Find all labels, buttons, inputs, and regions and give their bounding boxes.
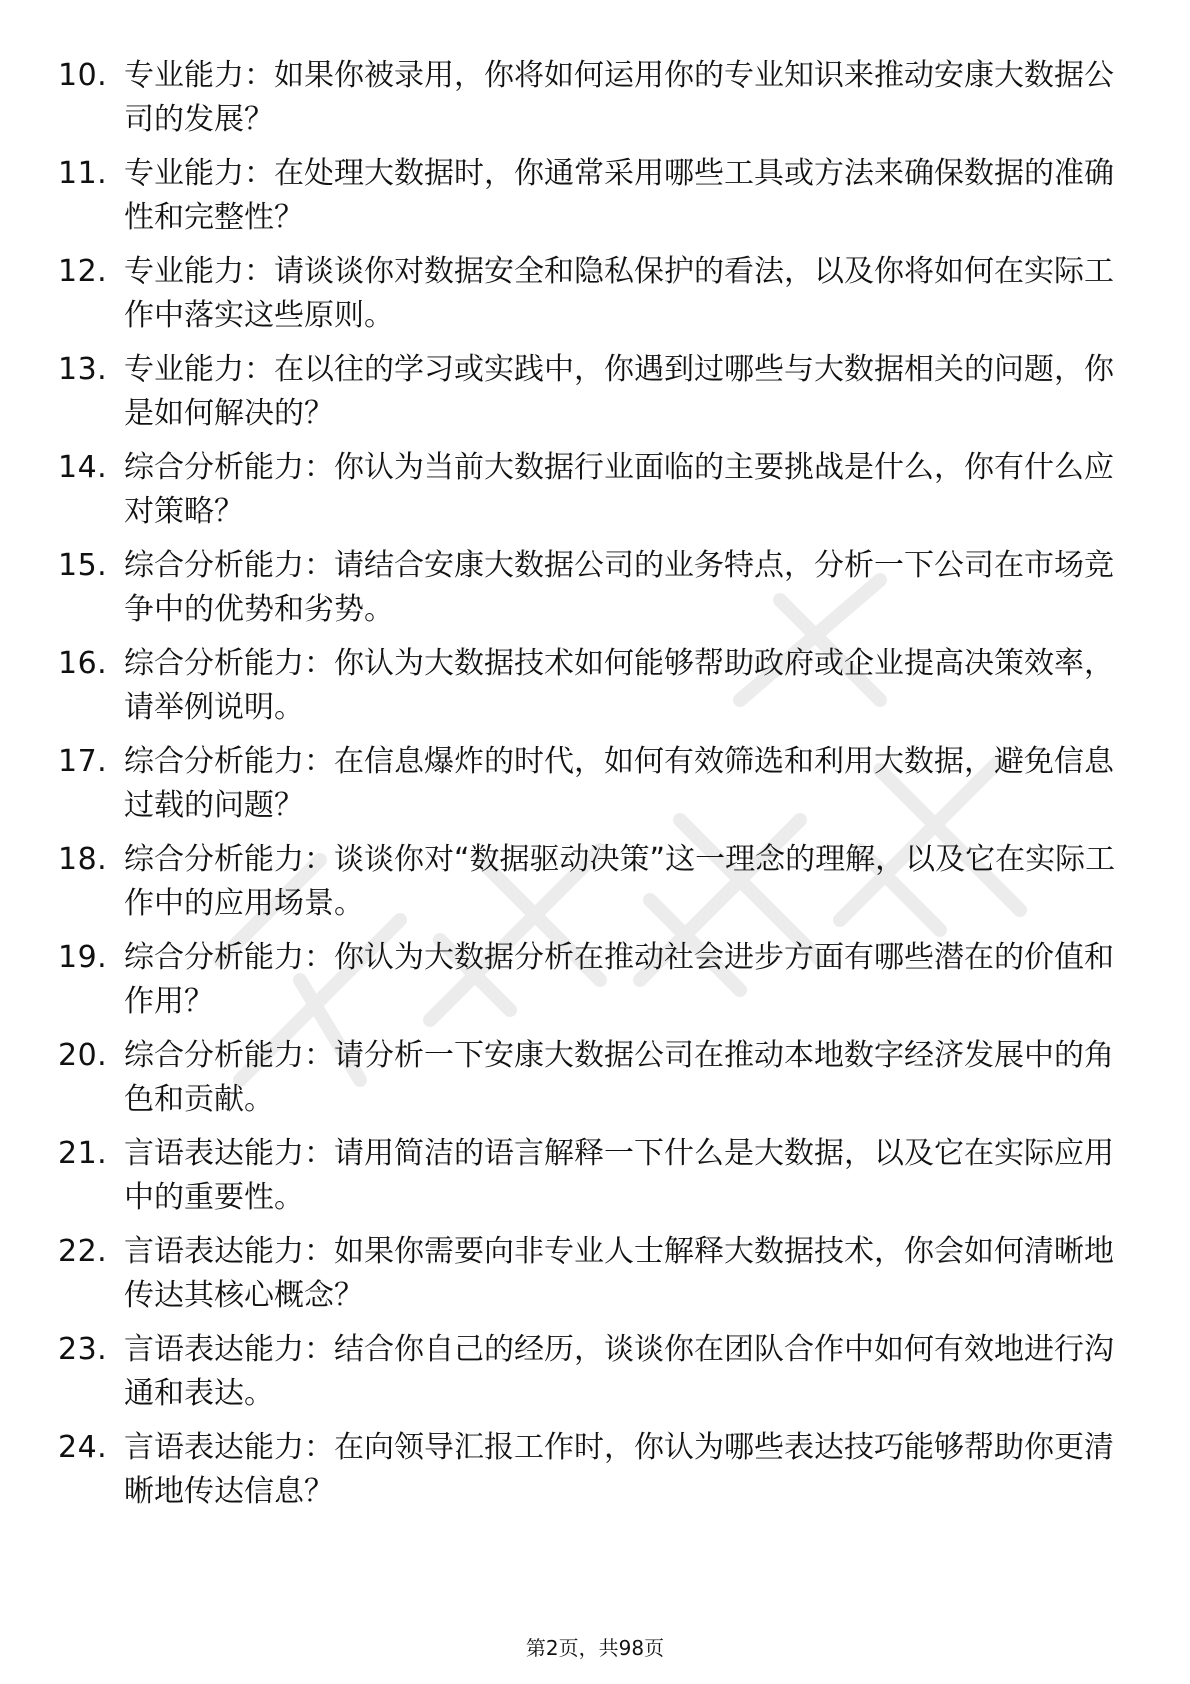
question-item (0, 1230, 1190, 1325)
question-text: 专业能力：请谈谈你对数据安全和隐私保护的看法，以及你将如何在实际工作中落实这些原则。 (124, 254, 1114, 333)
question-text: 综合分析能力：谈谈你对“数据驱动决策”这一理念的理解，以及它在实际工作中的应用场景。 (124, 842, 1116, 921)
question-number: 22. (58, 1234, 108, 1269)
question-number: 10. (58, 58, 108, 93)
question-item (0, 1034, 1190, 1129)
question-number: 16. (58, 646, 108, 681)
question-item (0, 1132, 1190, 1227)
question-text: 专业能力：在处理大数据时，你通常采用哪些工具或方法来确保数据的准确性和完整性？ (124, 156, 1114, 235)
question-item (0, 936, 1190, 1031)
question-text: 专业能力：如果你被录用，你将如何运用你的专业知识来推动安康大数据公司的发展？ (124, 58, 1114, 137)
question-number: 15. (58, 548, 108, 583)
question-number: 23. (58, 1332, 108, 1367)
question-number: 18. (58, 842, 108, 877)
question-text: 专业能力：在以往的学习或实践中，你遇到过哪些与大数据相关的问题，你是如何解决的？ (124, 352, 1114, 431)
page-footer: 第2页，共98页 (525, 1636, 665, 1660)
question-number: 11. (58, 156, 108, 191)
question-item (0, 250, 1190, 345)
question-number: 24. (58, 1430, 108, 1465)
question-text: 综合分析能力：请结合安康大数据公司的业务特点，分析一下公司在市场竞争中的优势和劣势。 (124, 548, 1114, 627)
question-item (0, 152, 1190, 247)
question-number: 20. (58, 1038, 108, 1073)
question-number: 14. (58, 450, 108, 485)
question-number: 17. (58, 744, 108, 779)
question-item (0, 54, 1190, 149)
question-item (0, 1328, 1190, 1423)
question-text: 言语表达能力：如果你需要向非专业人士解释大数据技术，你会如何清晰地传达其核心概念？ (124, 1234, 1114, 1313)
question-text: 综合分析能力：请分析一下安康大数据公司在推动本地数字经济发展中的角色和贡献。 (124, 1038, 1114, 1117)
question-item (0, 1426, 1190, 1521)
question-text: 综合分析能力：你认为大数据分析在推动社会进步方面有哪些潜在的价值和作用？ (124, 940, 1114, 1019)
question-text: 言语表达能力：在向领导汇报工作时，你认为哪些表达技巧能够帮助你更清晰地传达信息？ (124, 1430, 1114, 1509)
question-text: 言语表达能力：结合你自己的经历，谈谈你在团队合作中如何有效地进行沟通和表达。 (124, 1332, 1114, 1411)
question-number: 12. (58, 254, 108, 289)
question-text: 综合分析能力：你认为当前大数据行业面临的主要挑战是什么，你有什么应对策略？ (124, 450, 1114, 529)
question-text: 综合分析能力：你认为大数据技术如何能够帮助政府或企业提高决策效率，请举例说明。 (124, 646, 1114, 725)
question-item (0, 838, 1190, 933)
question-item (0, 740, 1190, 835)
question-number: 19. (58, 940, 108, 975)
question-number: 21. (58, 1136, 108, 1171)
question-item (0, 544, 1190, 639)
question-item (0, 446, 1190, 541)
question-text: 综合分析能力：在信息爆炸的时代，如何有效筛选和利用大数据，避免信息过载的问题？ (124, 744, 1114, 823)
question-list (0, 54, 1190, 1521)
question-item (0, 642, 1190, 737)
question-number: 13. (58, 352, 108, 387)
question-item (0, 348, 1190, 443)
question-text: 言语表达能力：请用简洁的语言解释一下什么是大数据，以及它在实际应用中的重要性。 (124, 1136, 1114, 1215)
